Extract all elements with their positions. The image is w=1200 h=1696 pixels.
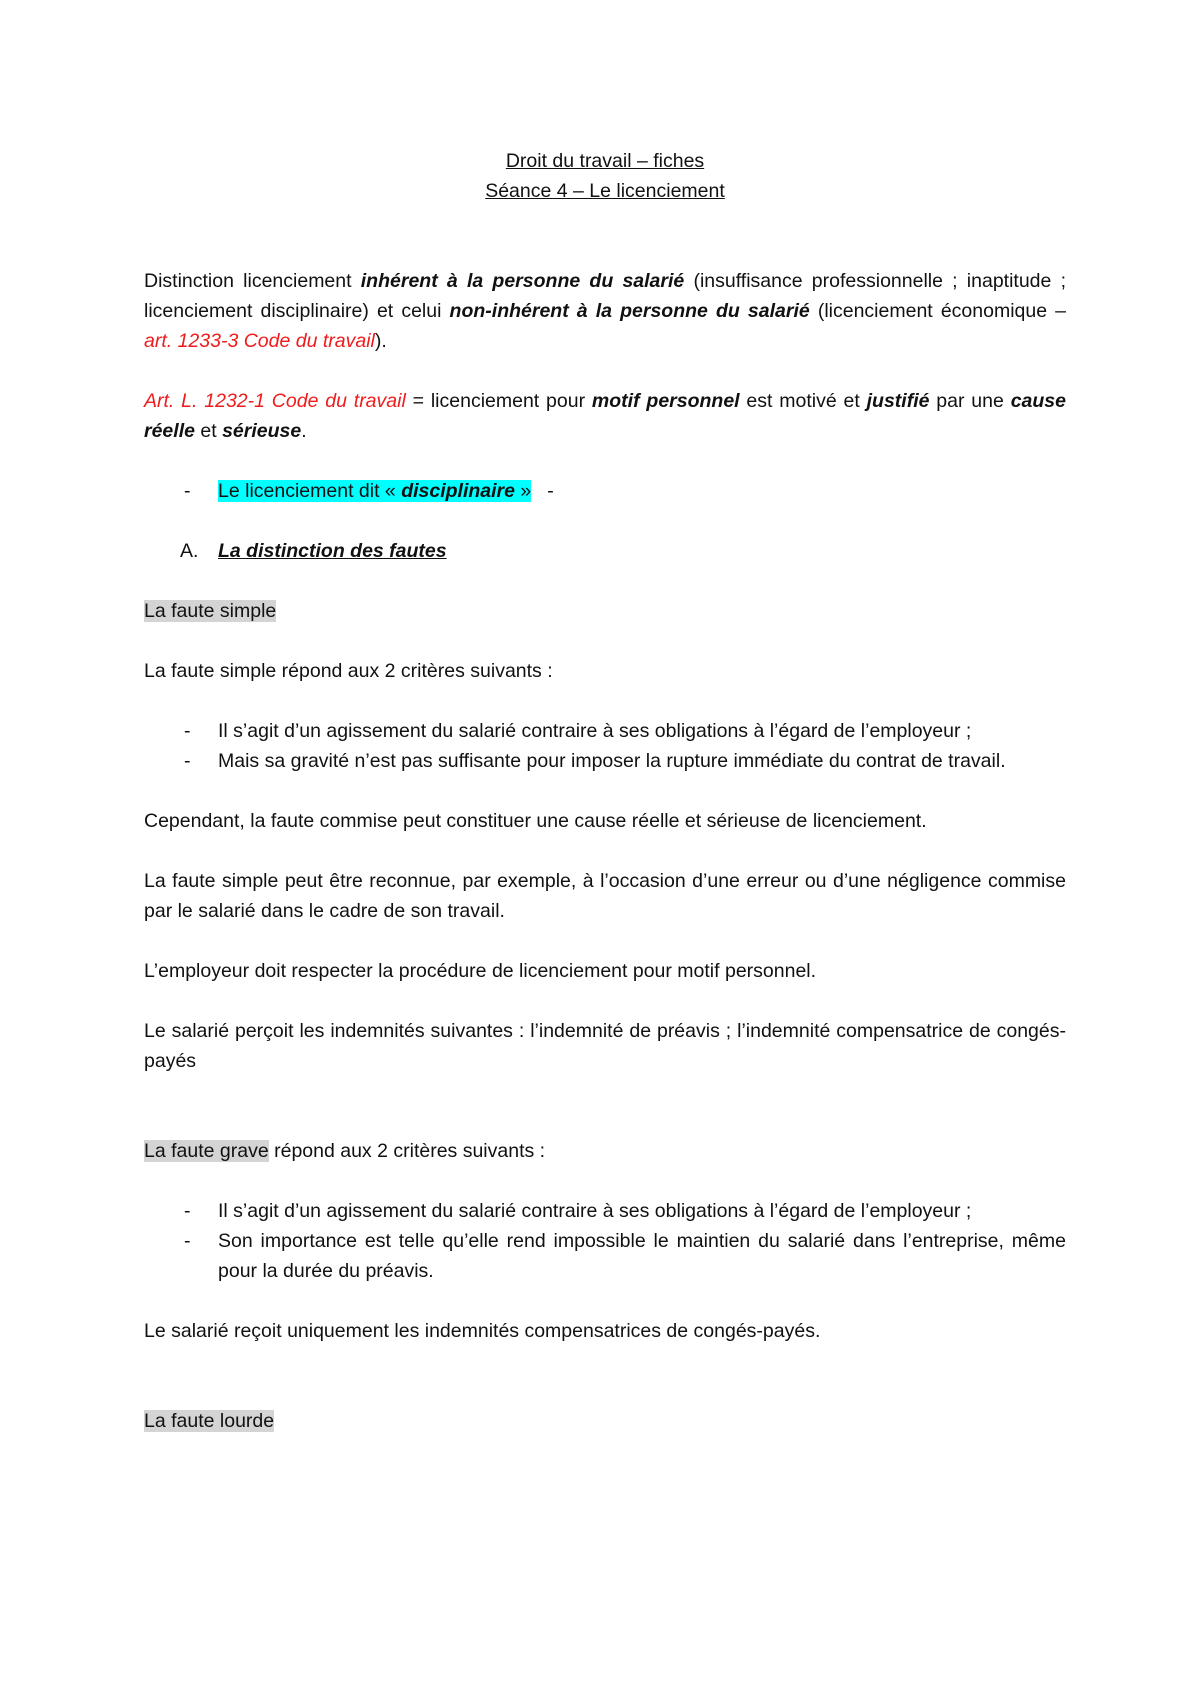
document-subtitle: Séance 4 – Le licenciement [485, 180, 725, 202]
faute-grave-criterion-1: - Il s’agit d’un agissement du salarié contraire à ses obligations à l’égard de l’employeur ; [184, 1200, 972, 1222]
faute-grave-paragraph-1: Le salarié reçoit uniquement les indemnités compensatrices de congés-payés. [144, 1320, 821, 1342]
faute-grave-criterion-2: - Son importance est telle qu’elle rend impossible le maintien du salarié dans l’entreprise, même pour la durée du préavis. [184, 1230, 1066, 1282]
faute-simple-paragraph-3: L’employeur doit respecter la procédure de licenciement pour motif personnel. [144, 960, 817, 982]
faute-lourde-label: La faute lourde [144, 1410, 275, 1432]
faute-grave-criteria-intro: La faute grave répond aux 2 critères suivants : [144, 1140, 546, 1162]
sub-heading-distinction: A. La distinction des fautes [180, 540, 447, 562]
faute-simple-paragraph-4: Le salarié perçoit les indemnités suivantes : l’indemnité de préavis ; l’indemnité compensatrice de congés-payés [144, 1020, 1066, 1072]
section-heading-disciplinaire: - Le licenciement dit « disciplinaire » - [184, 480, 554, 502]
article-paragraph: Art. L. 1232-1 Code du travail = licenciement pour motif personnel est motivé et justifié par une cause réelle et sérieuse. [144, 390, 1066, 442]
faute-simple-label: La faute simple [144, 600, 277, 622]
document-title: Droit du travail – fiches [505, 150, 705, 172]
faute-simple-paragraph-2: La faute simple peut être reconnue, par exemple, à l’occasion d’une erreur ou d’une négligence commise par le salarié dans le cadre de son travail. [144, 870, 1066, 922]
faute-grave-label: La faute grave [144, 1140, 269, 1162]
document-body [144, 144, 1066, 1436]
faute-simple-criterion-1: - Il s’agit d’un agissement du salarié contraire à ses obligations à l’égard de l’employeur ; [184, 720, 972, 742]
faute-simple-paragraph-1: Cependant, la faute commise peut constituer une cause réelle et sérieuse de licenciement. [144, 810, 927, 832]
intro-article-reference: art. 1233-3 Code du travail [144, 330, 375, 352]
article-reference: Art. L. 1232-1 Code du travail [144, 390, 406, 412]
faute-simple-criteria-intro: La faute simple répond aux 2 critères suivants : [144, 660, 553, 682]
intro-paragraph: Distinction licenciement inhérent à la personne du salarié (insuffisance professionnelle ; inaptitude ; licenciement disciplinaire) et celui non-inhérent à la personne du salarié (licenciement économique – art. 1233-3 Code du travail). [144, 270, 1067, 352]
faute-simple-criterion-2: - Mais sa gravité n’est pas suffisante pour imposer la rupture immédiate du contrat de travail. [184, 750, 1006, 772]
highlighted-heading: Le licenciement dit « disciplinaire » [218, 480, 532, 502]
